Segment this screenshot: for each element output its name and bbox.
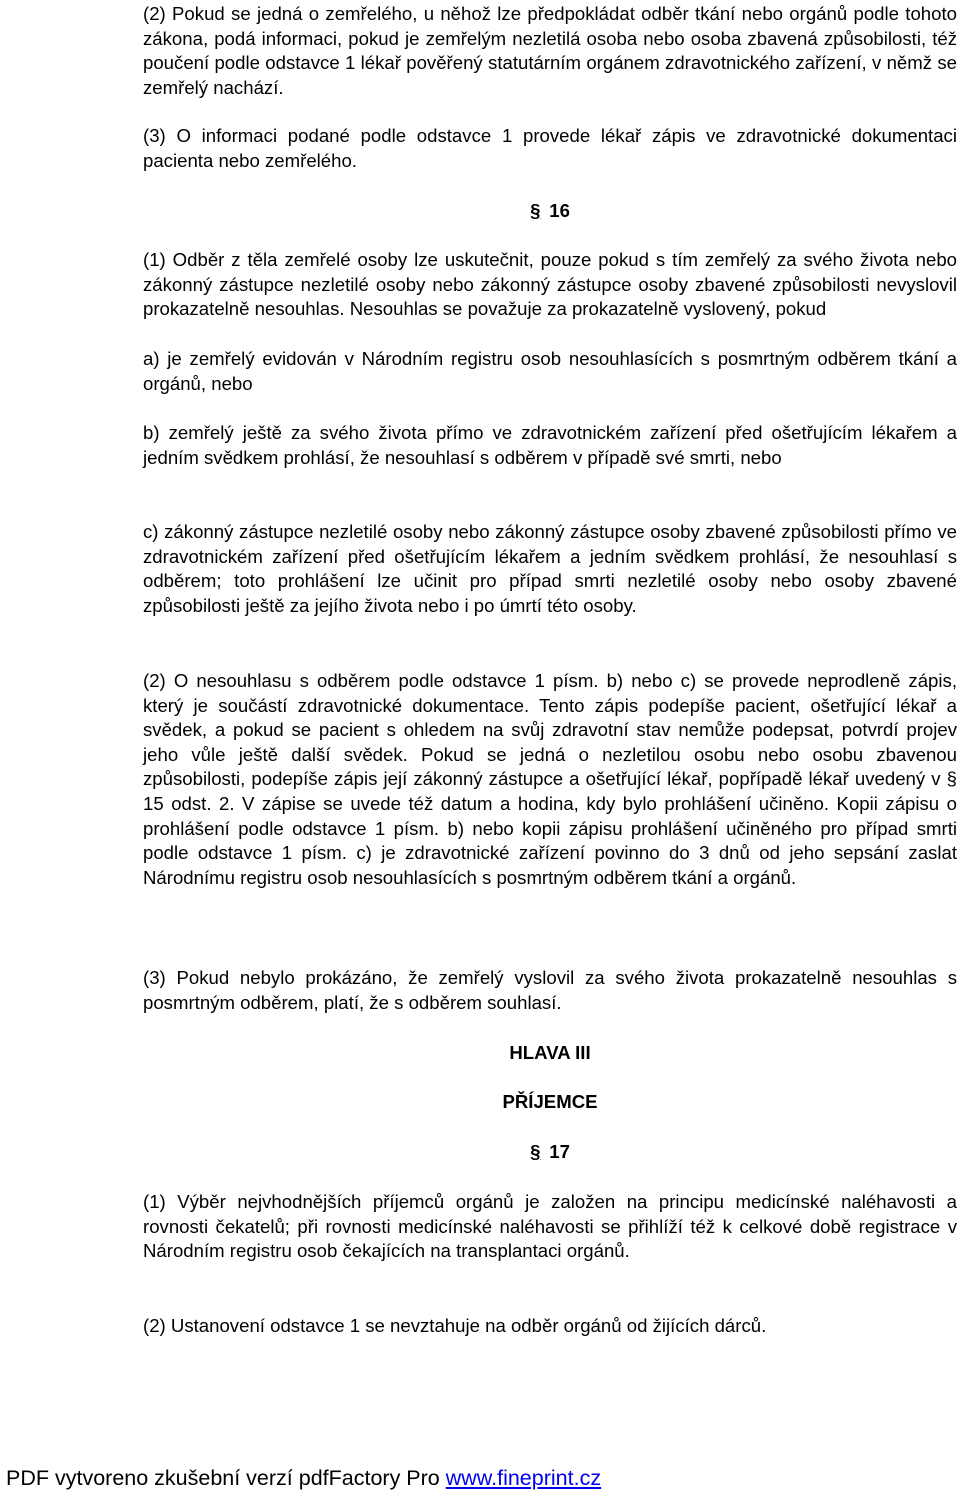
paragraph-17-2-ustanoveni: (2) Ustanovení odstavce 1 se nevztahuje na odběr orgánů od žijících dárců. xyxy=(143,1315,767,1336)
section-number: 17 xyxy=(549,1141,570,1162)
paragraph-16-2-nesouhlas: (2) O nesouhlasu s odběrem podle odstavce 1 písm. b) nebo c) se provede neprodleně zápis, který je součástí zdravotnické dokumentace. Tento zápis podepíše pacient, ošetřující lékař a svědek, a pokud se pacient s ohledem na svůj zdravotní stav nemůže podepsat, potvrdí projev jeho vůle ještě další svědek. Pokud se jedná o nezletilou osobu nebo osobu zbavenou způsobilosti, podepíše zápis její zákonný zástupce a ošetřující lékař, popřípadě lékař uvedený v § 15 odst. 2. V zápise se uvede též datum a hodina, kdy bylo prohlášení učiněno. Kopii zápisu o prohlášení podle odstavce 1 písm. b) nebo kopii zápisu prohlášení učiněného pro případ smrti podle odstavce 1 písm. c) je zdravotnické zařízení povinno do 3 dnů od jeho sepsání zaslat Národnímu registru osob nesouhlasících s posmrtným odběrem tkání a orgánů. xyxy=(143,670,957,888)
pdf-footer xyxy=(6,1464,601,1492)
paragraph-3-zapis: (3) O informaci podané podle odstavce 1 provede lékař zápis ve zdravotnické dokumentaci pacienta nebo zemřelého. xyxy=(143,125,957,171)
chapter-heading: HLAVA III xyxy=(509,1042,591,1063)
paragraph-16-1-b: b) zemřelý ještě za svého života přímo ve zdravotnickém zařízení před ošetřujícím lékařem a jedním svědkem prohlásí, že nesouhlasí s odběrem v případě své smrti, nebo xyxy=(143,422,957,468)
footer-link[interactable]: www.fineprint.cz xyxy=(445,1466,602,1490)
paragraph-16-3-souhlas: (3) Pokud nebylo prokázáno, že zemřelý vyslovil za svého života prokazatelně nesouhlas s posmrtným odběrem, platí, že s odběrem souhlasí. xyxy=(143,967,957,1013)
section-number: 16 xyxy=(549,200,570,221)
paragraph-16-1-odber: (1) Odběr z těla zemřelé osoby lze uskutečnit, pouze pokud s tím zemřelý za svého života nebo zákonný zástupce nezletilé osoby nebo zákonný zástupce osoby zbavené způsobilosti nevyslovil prokazatelně nesouhlas. Nesouhlas se považuje za prokazatelně vyslovený, pokud xyxy=(143,249,957,320)
section-heading-16 xyxy=(143,199,957,224)
paragraph-2-informace: (2) Pokud se jedná o zemřelého, u něhož lze předpokládat odběr tkání nebo orgánů podle tohoto zákona, podá informaci, pokud je zemřelým nezletilá osoba nebo osoba zbavená způsobilosti, též poučení podle odstavce 1 lékař pověřený statutárním orgánem zdravotnického zařízení, v němž se zemřelý nachází. xyxy=(143,3,957,98)
paragraph-17-1-vyber: (1) Výběr nejvhodnějších příjemců orgánů je založen na principu medicínské naléhavosti a rovnosti čekatelů; při rovnosti medicínské naléhavosti se přihlíží též k celkové době registrace v Národním registru osob čekajících na transplantaci orgánů. xyxy=(143,1191,957,1262)
section-heading-17 xyxy=(143,1140,957,1165)
paragraph-16-1-c: c) zákonný zástupce nezletilé osoby nebo zákonný zástupce osoby zbavené způsobilosti přímo ve zdravotnickém zařízení před ošetřujícím lékařem a jedním svědkem prohlásí, že nesouhlasí s odběrem; toto prohlášení lze učinit pro případ smrti nezletilé osoby nebo osoby zbavené způsobilosti ještě za jejího života nebo i po úmrtí této osoby. xyxy=(143,521,957,616)
chapter-title: PŘÍJEMCE xyxy=(502,1091,598,1112)
footer-text: PDF vytvoreno zkušební verzí pdfFactory Pro xyxy=(6,1466,446,1490)
section-sign: § xyxy=(530,200,541,221)
paragraph-16-1-a: a) je zemřelý evidován v Národním registru osob nesouhlasících s posmrtným odběrem tkání a orgánů, nebo xyxy=(143,348,957,394)
section-sign: § xyxy=(530,1141,541,1162)
